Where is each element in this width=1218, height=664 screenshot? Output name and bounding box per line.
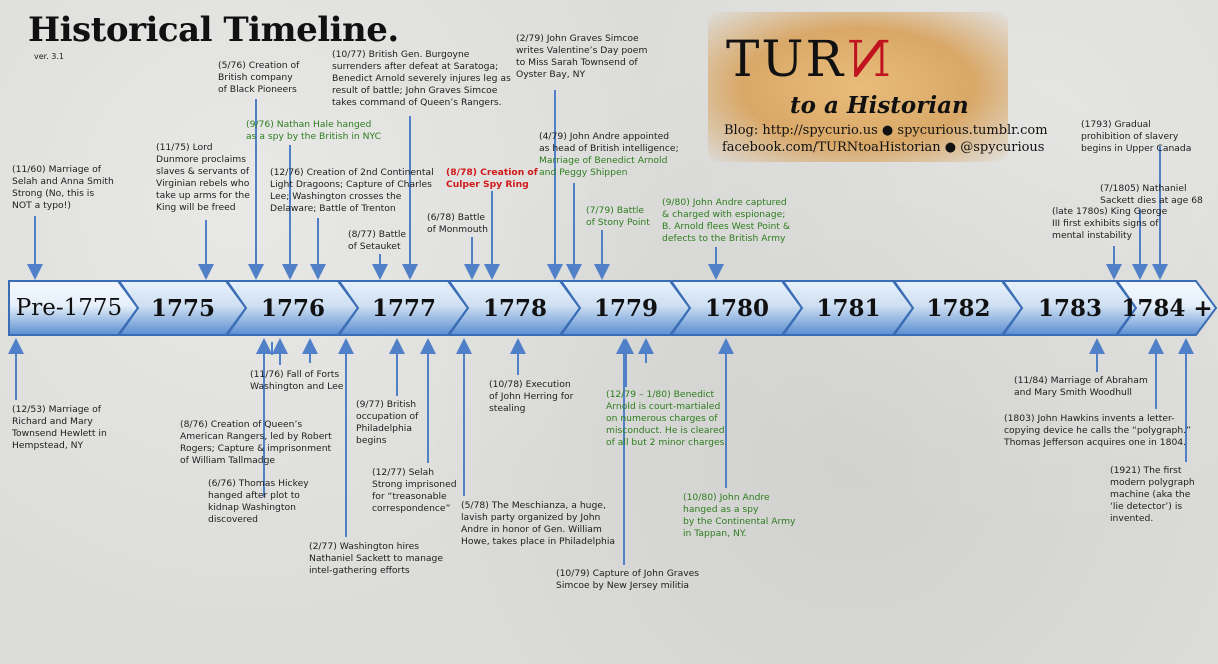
event-line: of Setauket	[348, 241, 401, 252]
event-line: (6/76) Thomas Hickey	[208, 478, 309, 489]
event-line: (11/84) Marriage of Abraham	[1014, 375, 1148, 386]
event-line: (12/79 – 1/80) Benedict	[606, 389, 715, 400]
brand-turn-logo	[726, 30, 891, 88]
timeline-segment-label: 1781	[816, 294, 881, 322]
event-line: (11/76) Fall of Forts	[250, 369, 340, 380]
brand-social-line: facebook.com/TURNtoaHistorian ● @spycurious	[722, 140, 1045, 155]
event-line: (7/79) Battle	[586, 205, 645, 216]
event-line: take up arms for the	[156, 190, 250, 201]
event-line: correspondence”	[372, 503, 451, 514]
event-line: (12/53) Marriage of	[12, 404, 101, 415]
event-line: (5/78) The Meschianza, a huge,	[461, 500, 606, 511]
event-line: in Tappan, NY.	[683, 528, 747, 539]
event-note	[1100, 183, 1203, 207]
timeline-segment-1784	[1116, 275, 1218, 341]
event-line: American Rangers, led by Robert	[180, 431, 332, 442]
event-note	[489, 379, 573, 415]
timeline-segment-label: 1775	[150, 294, 215, 322]
event-line: (1921) The first	[1110, 465, 1182, 476]
brand-blog-line: Blog: http://spycurio.us ● spycurious.tumblr.com	[724, 123, 1048, 138]
event-line: Delaware; Battle of Trenton	[270, 203, 396, 214]
event-line: B. Arnold flees West Point &	[662, 221, 790, 232]
event-line: copying device he calls the “polygraph.”	[1004, 425, 1191, 436]
event-line: Light Dragoons; Capture of Charles	[270, 179, 432, 190]
event-line: (8/77) Battle	[348, 229, 407, 240]
event-line: surrenders after defeat at Saratoga;	[332, 61, 499, 72]
event-line: (8/78) Creation of	[446, 167, 538, 178]
event-note	[270, 167, 434, 215]
event-line: British company	[218, 72, 293, 83]
timeline-segment-label: 1778	[482, 294, 547, 322]
event-line: misconduct. He is cleared	[606, 425, 725, 436]
event-line: (5/76) Creation of	[218, 60, 300, 71]
event-line: machine (aka the	[1110, 489, 1191, 500]
event-line: (9/76) Nathan Hale hanged	[246, 119, 372, 130]
event-note	[446, 167, 538, 191]
timeline-segment-label: Pre-1775	[15, 295, 123, 321]
event-line: and Mary Smith Woodhull	[1014, 387, 1132, 398]
event-line: Washington and Lee	[250, 381, 344, 392]
event-line: (10/78) Execution	[489, 379, 571, 390]
event-line: slaves & servants of	[156, 166, 250, 177]
event-line: (2/77) Washington hires	[309, 541, 420, 552]
event-line: Benedict Arnold severely injures leg as	[332, 73, 511, 84]
event-note	[246, 119, 381, 143]
event-note	[1014, 375, 1148, 399]
event-note	[1110, 465, 1195, 525]
page-title: Historical Timeline.	[28, 10, 399, 50]
event-line: intel-gathering efforts	[309, 565, 410, 576]
event-line: Richard and Mary	[12, 416, 93, 427]
brand-turn-reversed-n: N	[845, 30, 891, 88]
event-note	[309, 541, 443, 577]
event-line: Rogers; Capture & imprisonment	[180, 443, 332, 454]
event-line: invented.	[1110, 513, 1154, 524]
event-line: (1793) Gradual	[1081, 119, 1151, 130]
event-line: Sackett dies at age 68	[1100, 195, 1203, 206]
event-note	[606, 389, 727, 449]
timeline-segment-label: 1782	[926, 294, 991, 322]
timeline-segment-label: 1777	[371, 294, 436, 322]
event-line: modern polygraph	[1110, 477, 1195, 488]
version-label: ver. 3.1	[34, 52, 65, 61]
event-line: to Miss Sarah Townsend of	[516, 57, 638, 68]
event-line: Townsend Hewlett in	[12, 428, 107, 439]
event-line: & charged with espionage;	[662, 209, 786, 220]
event-note	[461, 500, 615, 548]
event-line: Thomas Jefferson acquires one in 1804.	[1004, 437, 1187, 448]
event-line: mental instability	[1052, 230, 1133, 241]
event-line-highlight: and Peggy Shippen	[539, 167, 628, 178]
event-line: prohibition of slavery	[1081, 131, 1179, 142]
event-line: writes Valentine’s Day poem	[516, 45, 648, 56]
brand-turn-prefix: TUR	[726, 30, 846, 88]
event-line: (10/80) John Andre	[683, 492, 770, 503]
event-line: occupation of	[356, 411, 419, 422]
event-note	[250, 369, 343, 393]
event-note	[662, 197, 790, 245]
event-line: Strong (No, this is	[12, 188, 95, 199]
timeline-segment-label: 1776	[260, 294, 325, 322]
event-line: takes command of Queen’s Rangers.	[332, 97, 502, 108]
event-line: (9/77) British	[356, 399, 417, 410]
event-note	[683, 492, 796, 540]
event-line: on numerous charges of	[606, 413, 718, 424]
event-line: (4/79) John Andre appointed	[539, 131, 670, 142]
event-line: hanged as a spy	[683, 504, 759, 515]
event-note	[218, 60, 299, 96]
event-line: Selah and Anna Smith	[12, 176, 114, 187]
event-line: NOT a typo!)	[12, 200, 71, 211]
event-line: Arnold is court-martialed	[606, 401, 721, 412]
brand-subtitle: to a Historian	[790, 92, 969, 119]
event-note	[556, 568, 699, 592]
event-line: stealing	[489, 403, 526, 414]
event-line: (7/1805) Nathaniel	[1100, 183, 1187, 194]
event-line: by the Continental Army	[683, 516, 796, 527]
event-line: (11/75) Lord	[156, 142, 213, 153]
event-line: begins in Upper Canada	[1081, 143, 1192, 154]
event-line: Howe, takes place in Philadelphia	[461, 536, 616, 547]
event-line: as head of British intelligence;	[539, 143, 679, 154]
timeline-segment-label: 1779	[593, 294, 658, 322]
event-note	[516, 33, 647, 81]
event-line: (6/78) Battle	[427, 212, 486, 223]
event-line: Philadelphia	[356, 423, 412, 434]
event-line: (12/76) Creation of 2nd Continental	[270, 167, 434, 178]
event-note	[180, 419, 332, 467]
event-line: of John Herring for	[489, 391, 574, 402]
event-line: kidnap Washington	[208, 502, 296, 513]
event-line: hanged after plot to	[208, 490, 300, 501]
event-note	[332, 49, 511, 109]
event-line: of all but 2 minor charges.	[606, 437, 728, 448]
event-note	[539, 131, 679, 179]
event-note	[427, 212, 488, 236]
event-line: Culper Spy Ring	[446, 179, 529, 190]
event-line: result of battle; John Graves Simcoe	[332, 85, 498, 96]
event-line: Hempstead, NY	[12, 440, 84, 451]
event-line: defects to the British Army	[662, 233, 786, 244]
event-note	[1004, 413, 1191, 449]
timeline-segment-label: 1784 +	[1121, 294, 1213, 322]
event-line-highlight: Marriage of Benedict Arnold	[539, 155, 668, 166]
event-line: of William Tallmadge	[180, 455, 276, 466]
event-note	[1081, 119, 1191, 155]
event-line: Lee; Washington crosses the	[270, 191, 402, 202]
event-line: (10/79) Capture of John Graves	[556, 568, 700, 579]
event-line: ‘lie detector’) is	[1110, 501, 1183, 512]
event-line: as a spy by the British in NYC	[246, 131, 382, 142]
event-line: Strong imprisoned	[372, 479, 457, 490]
event-line: (late 1780s) King George	[1052, 206, 1168, 217]
timeline-segment-label: 1780	[704, 294, 769, 322]
event-line: Nathaniel Sackett to manage	[309, 553, 444, 564]
event-line: Oyster Bay, NY	[516, 69, 586, 80]
event-line: (1803) John Hawkins invents a letter-	[1004, 413, 1175, 424]
event-line: Dunmore proclaims	[156, 154, 246, 165]
event-note	[1052, 206, 1167, 242]
event-line: (10/77) British Gen. Burgoyne	[332, 49, 470, 60]
event-line: Simcoe by New Jersey militia	[556, 580, 690, 591]
event-line: (11/60) Marriage of	[12, 164, 101, 175]
event-note	[348, 229, 406, 253]
event-note	[356, 399, 418, 447]
event-note	[156, 142, 250, 214]
event-line: (9/80) John Andre captured	[662, 197, 787, 208]
event-line: begins	[356, 435, 387, 446]
event-line: (2/79) John Graves Simcoe	[516, 33, 639, 44]
event-note	[372, 467, 457, 515]
event-note	[12, 404, 107, 452]
event-line: of Monmouth	[427, 224, 488, 235]
event-line: (8/76) Creation of Queen’s	[180, 419, 303, 430]
event-note	[12, 164, 114, 212]
event-line: (12/77) Selah	[372, 467, 435, 478]
event-line: for “treasonable	[372, 491, 447, 502]
event-note	[586, 205, 650, 229]
event-line: discovered	[208, 514, 258, 525]
event-line: lavish party organized by John	[461, 512, 601, 523]
event-note	[208, 478, 309, 526]
event-line: Andre in honor of Gen. William	[461, 524, 602, 535]
timeline-segment-label: 1783	[1037, 294, 1102, 322]
event-line: Virginian rebels who	[156, 178, 250, 189]
event-line: of Stony Point	[586, 217, 650, 228]
event-line: King will be freed	[156, 202, 236, 213]
brand-logo	[708, 12, 1048, 162]
event-line: of Black Pioneers	[218, 84, 297, 95]
event-line: III first exhibits signs of	[1052, 218, 1159, 229]
